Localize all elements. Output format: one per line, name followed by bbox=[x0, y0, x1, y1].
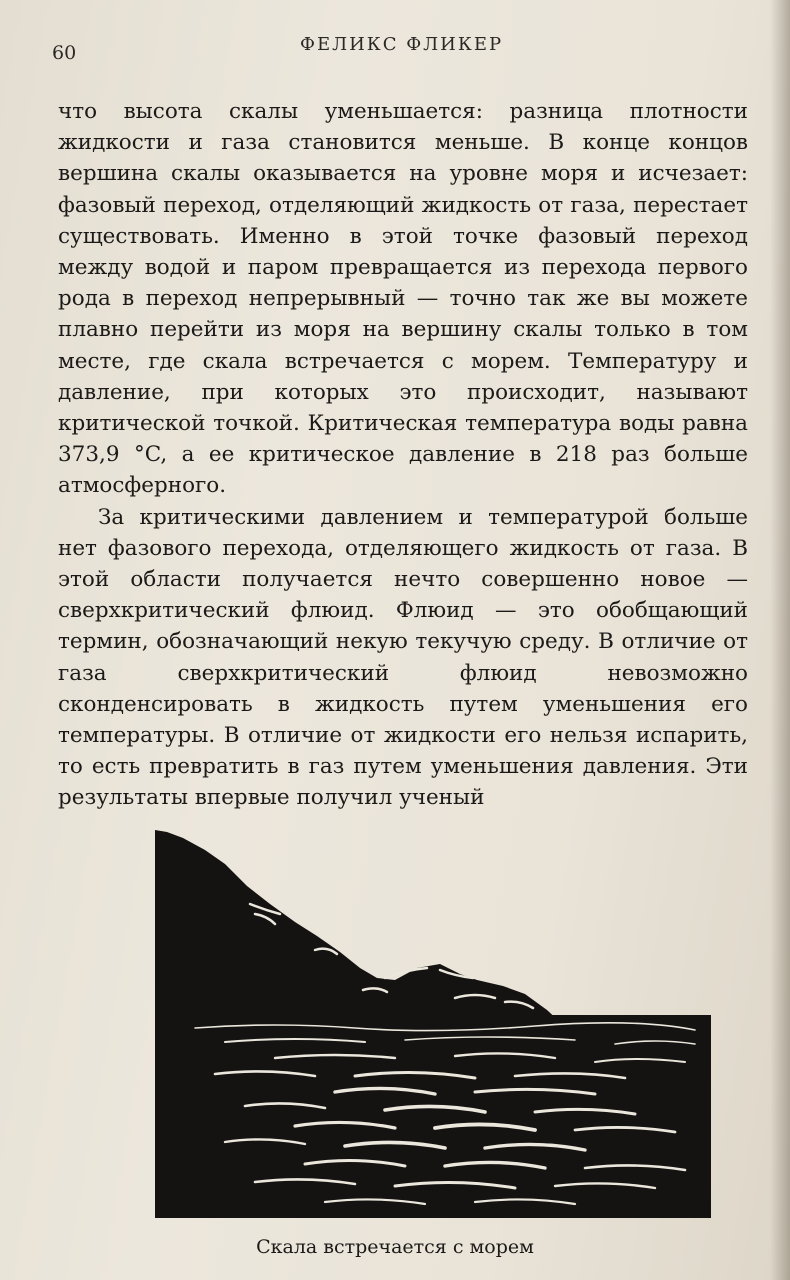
paragraph-1: что высота скалы уменьшается: разница плотности жидкости и газа становится меньше. В конце концов вершина скалы оказывается на уровне моря и исчезает: фазовый переход, отделяющий жидкость от газа, перестает существовать. Именно в этой точке фазовый переход между водой и паром превращается из перехода первого рода в переход непрерывный — точно так же вы можете плавно перейти из моря на вершину скалы только в том месте, где скала встречается с морем. Температуру и давление, при которых это происходит, называют критической точкой. Критическая температура воды равна 373,9 °C, а ее критическое давление в 218 раз больше атмосферного. bbox=[58, 99, 748, 499]
body-text bbox=[58, 96, 748, 814]
page-number: 60 bbox=[52, 42, 77, 64]
running-head: ФЕЛИКС ФЛИКЕР bbox=[300, 34, 504, 55]
illustration-cliff-and-sea bbox=[155, 830, 711, 1218]
page-edge-shadow bbox=[770, 0, 790, 1280]
paragraph-2: За критическими давлением и температурой больше нет фазового перехода, отделяющего жидкость от газа. В этой области получается нечто совершенно новое — сверхкритический флюид. Флюид — это обобщающий термин, обозначающий некую текучую среду. В отличие от газа сверхкритический флюид невозможно сконденсировать в жидкость путем уменьшения его температуры. В отличие от жидкости его нельзя испарить, то есть превратить в газ путем уменьшения давления. Эти результаты впервые получил ученый bbox=[58, 504, 748, 811]
cliff-silhouette bbox=[155, 830, 560, 1022]
figure-caption: Скала встречается с морем bbox=[256, 1236, 534, 1258]
sea-block bbox=[155, 1015, 711, 1218]
cliff-sea-woodcut bbox=[155, 830, 711, 1218]
